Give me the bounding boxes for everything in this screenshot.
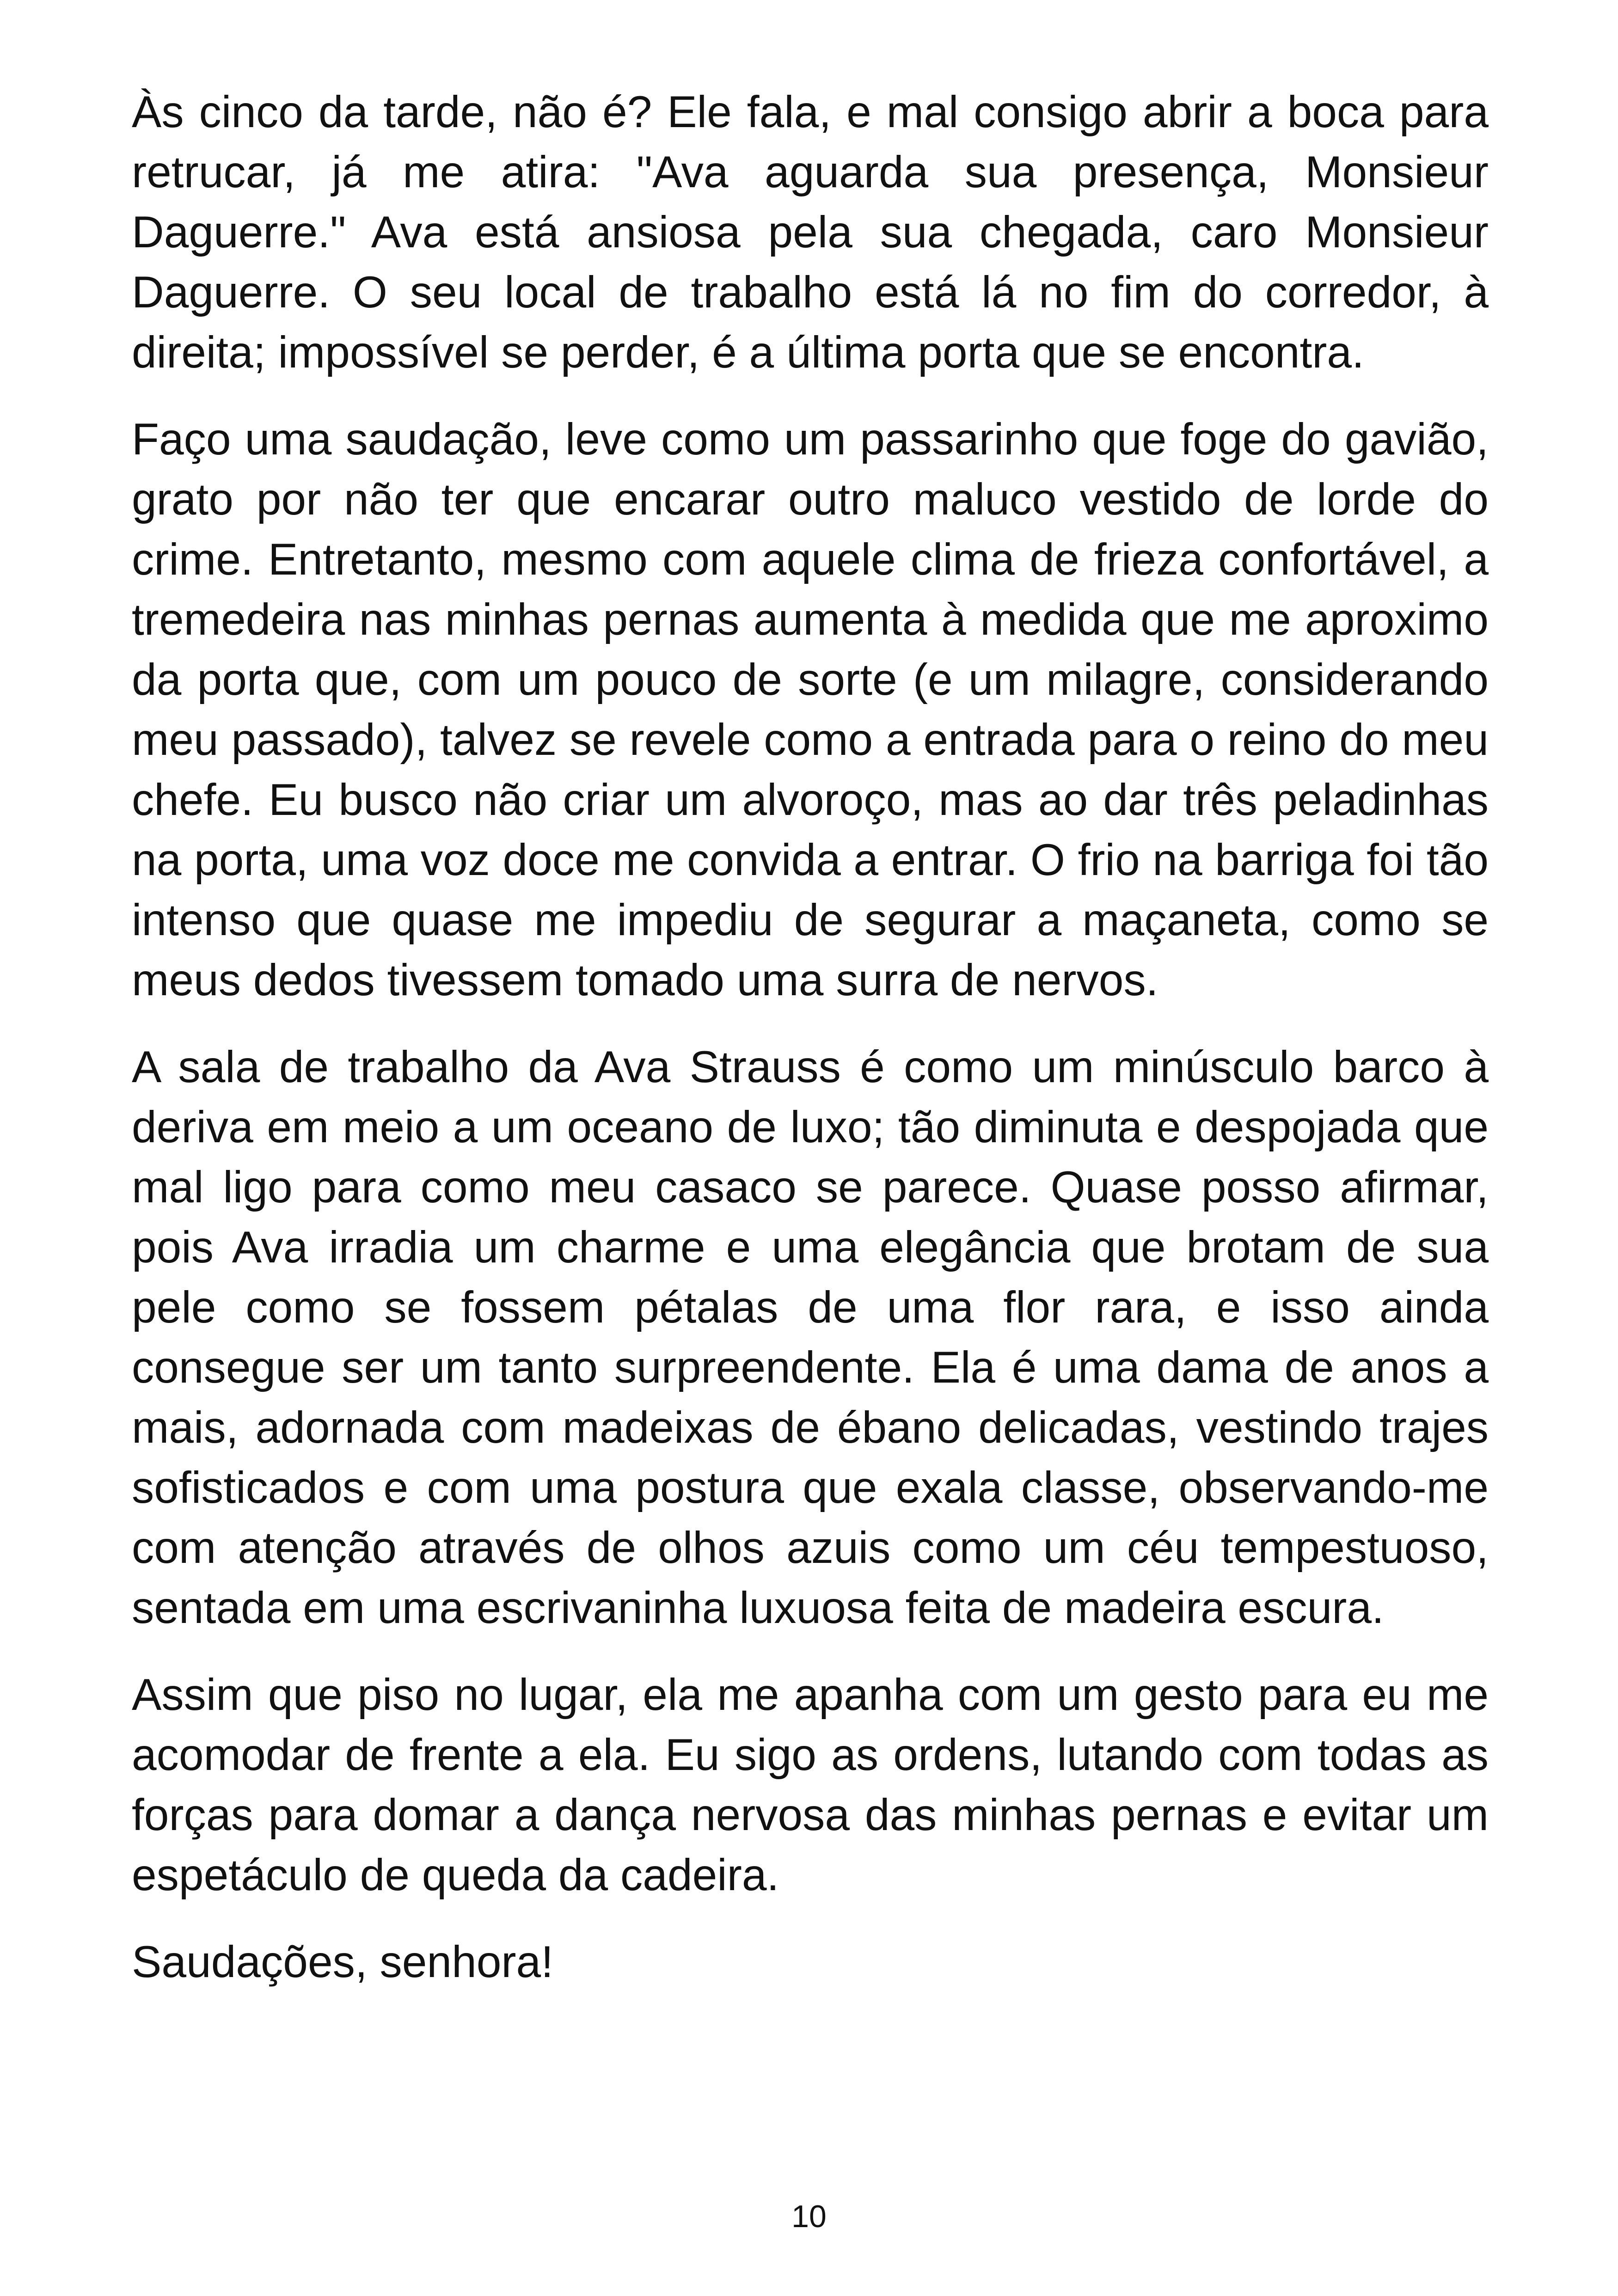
- paragraph-1: Às cinco da tarde, não é? Ele fala, e mal consigo abrir a boca para retrucar, já me atira: "Ava aguarda sua presença, Monsieur Daguerre." Ava está ansiosa pela sua chegada, caro Monsieur Daguerre. O seu local de trabalho está lá no fim do corredor, à direita; impossível se perder, é a última porta que se encontra.: [132, 87, 1489, 377]
- paragraph-3: A sala de trabalho da Ava Strauss é como um minúsculo barco à deriva em meio a um oceano de luxo; tão diminuta e despojada que mal ligo para como meu casaco se parece. Quase posso afirmar, pois Ava irradia um charme e uma elegância que brotam de sua pele como se fossem pétalas de uma flor rara, e isso ainda consegue ser um tanto surpreendente. Ela é uma dama de anos a mais, adornada com madeixas de ébano delicadas, vestindo trajes sofisticados e com uma postura que exala classe, observando-me com atenção através de olhos azuis como um céu tempestuoso, sentada em uma escrivaninha luxuosa feita de madeira escura.: [132, 1042, 1489, 1633]
- page-number: 10: [791, 2199, 827, 2234]
- paragraph-2: Faço uma saudação, leve como um passarinho que foge do gavião, grato por não ter que encarar outro maluco vestido de lorde do crime. Entretanto, mesmo com aquele clima de frieza confortável, a tremedeira nas minhas pernas aumenta à medida que me aproximo da porta que, com um pouco de sorte (e um milagre, considerando meu passado), talvez se revele como a entrada para o reino do meu chefe. Eu busco não criar um alvoroço, mas ao dar três peladinhas na porta, uma voz doce me convida a entrar. O frio na barriga foi tão intenso que quase me impediu de segurar a maçaneta, como se meus dedos tivessem tomado uma surra de nervos.: [132, 415, 1489, 1005]
- body-text: [132, 82, 1489, 1992]
- paragraph-5: Saudações, senhora!: [132, 1937, 554, 1987]
- paragraph-4: Assim que piso no lugar, ela me apanha com um gesto para eu me acomodar de frente a ela. Eu sigo as ordens, lutando com todas as forças para domar a dança nervosa das minhas pernas e evitar um espetáculo de queda da cadeira.: [132, 1670, 1489, 1900]
